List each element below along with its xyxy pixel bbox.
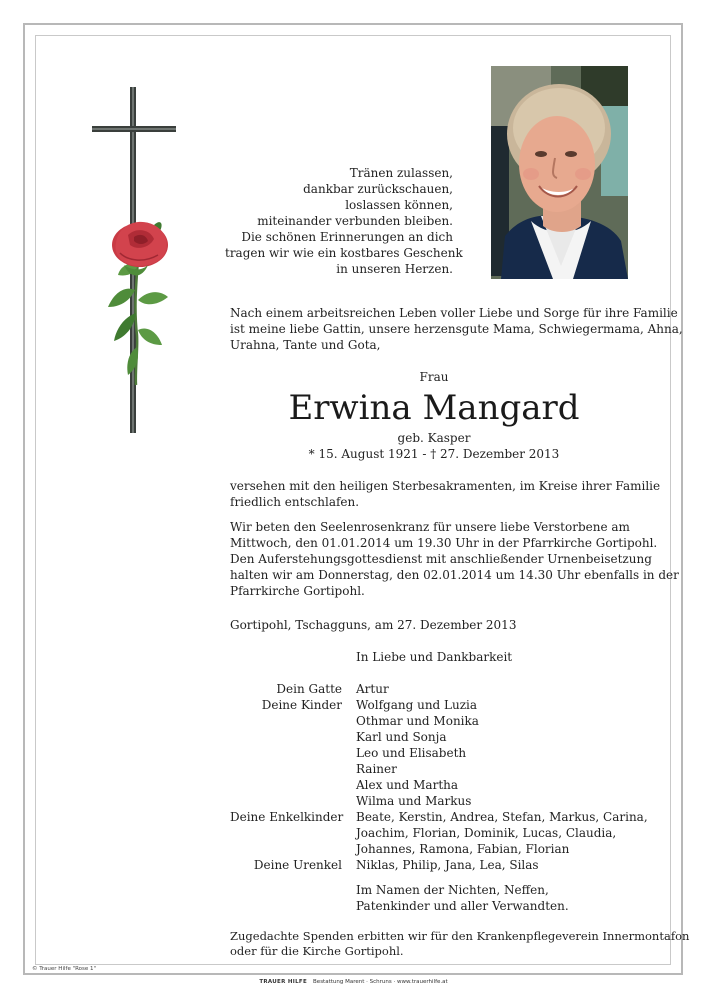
closing-line: Patenkinder und aller Verwandten. bbox=[356, 899, 569, 913]
image-credit: © Trauer Hilfe "Rose 1" bbox=[32, 966, 97, 972]
relation bbox=[230, 793, 342, 809]
poem-line: Tränen zulassen, bbox=[349, 166, 453, 180]
place-date-text: Gortipohl, Tschagguns, am 27. Dezember 2013 bbox=[230, 618, 517, 632]
service-line: halten wir am Donnerstag, den 02.01.2014 um 14.30 Uhr ebenfalls in der bbox=[230, 568, 679, 582]
service-line: Den Auferstehungsgottesdienst mit anschließender Urnenbeisetzung bbox=[230, 552, 652, 566]
footer-text: Bestattung Marent · Schruns · www.trauerhilfe.at bbox=[313, 979, 448, 985]
deceased-name: Erwina Mangard bbox=[288, 388, 580, 428]
place-date bbox=[230, 617, 640, 633]
intro-line: ist meine liebe Gattin, unsere herzensgute Mama, Schwiegermama, Ahna, bbox=[230, 322, 683, 336]
service-text bbox=[230, 519, 679, 599]
family-row bbox=[230, 857, 650, 873]
relative-names: Artur bbox=[356, 682, 389, 696]
passing-text bbox=[230, 478, 661, 510]
family-row bbox=[230, 841, 650, 857]
intro-line: Nach einem arbeitsreichen Leben voller Liebe und Sorge für ihre Familie bbox=[230, 306, 678, 320]
poem-line: Die schönen Erinnerungen an dich bbox=[241, 230, 453, 244]
relative-names: Beate, Kerstin, Andrea, Stefan, Markus, Carina, bbox=[356, 810, 648, 824]
poem-line: tragen wir wie ein kostbares Geschenk bbox=[225, 246, 463, 260]
family-row bbox=[230, 697, 650, 713]
relation bbox=[230, 713, 342, 729]
relative-names: Rainer bbox=[356, 762, 397, 776]
family-row bbox=[230, 825, 650, 841]
family-row bbox=[230, 777, 650, 793]
relation bbox=[230, 825, 342, 841]
poem-line: miteinander verbunden bleiben. bbox=[257, 214, 453, 228]
maiden-name: geb. Kasper bbox=[397, 431, 471, 445]
relative-names: Karl und Sonja bbox=[356, 730, 447, 744]
passing-line: versehen mit den heiligen Sterbesakramenten, im Kreise ihrer Familie bbox=[230, 479, 661, 493]
donation-note bbox=[230, 929, 689, 959]
love-line: In Liebe und Dankbarkeit bbox=[356, 650, 513, 664]
relative-names: Wilma und Markus bbox=[356, 794, 472, 808]
life-dates: * 15. August 1921 - † 27. Dezember 2013 bbox=[308, 447, 560, 461]
portrait-photo bbox=[491, 66, 628, 279]
relation: Dein Gatte bbox=[276, 682, 342, 696]
relative-names: Johannes, Ramona, Fabian, Florian bbox=[356, 842, 570, 856]
relative-names: Othmar und Monika bbox=[356, 714, 479, 728]
family-row bbox=[230, 681, 650, 697]
family-row bbox=[230, 713, 650, 729]
poem-line: loslassen können, bbox=[345, 198, 453, 212]
relation: Deine Enkelkinder bbox=[230, 810, 344, 824]
portrait-illustration bbox=[491, 66, 628, 279]
relation bbox=[230, 777, 342, 793]
salutation: Frau bbox=[419, 370, 449, 384]
footer bbox=[0, 979, 707, 985]
closing-text bbox=[356, 882, 569, 914]
relative-names: Leo und Elisabeth bbox=[356, 746, 467, 760]
service-line: Pfarrkirche Gortipohl. bbox=[230, 584, 365, 598]
relative-names: Alex und Martha bbox=[356, 778, 459, 792]
relation bbox=[230, 745, 342, 761]
relative-names: Niklas, Philip, Jana, Lea, Silas bbox=[356, 858, 539, 872]
family-row bbox=[230, 761, 650, 777]
relative-names: Joachim, Florian, Dominik, Lucas, Claudia, bbox=[356, 826, 617, 840]
cross-with-rose-icon bbox=[88, 85, 183, 435]
poem-line: dankbar zurückschauen, bbox=[303, 182, 453, 196]
relation: Deine Kinder bbox=[261, 698, 342, 712]
family-list bbox=[230, 681, 650, 873]
relation: Deine Urenkel bbox=[253, 858, 342, 872]
donation-line: oder für die Kirche Gortipohl. bbox=[230, 944, 404, 958]
service-line: Mittwoch, den 01.01.2014 um 19.30 Uhr in der Pfarrkirche Gortipohl. bbox=[230, 536, 658, 550]
donation-line: Zugedachte Spenden erbitten wir für den Krankenpflegeverein Innermontafon bbox=[230, 929, 690, 943]
relation bbox=[230, 841, 342, 857]
intro-line: Urahna, Tante und Gota, bbox=[230, 338, 381, 352]
poem-line: in unseren Herzen. bbox=[336, 262, 453, 276]
footer-brand: TRAUER HILFE bbox=[259, 979, 308, 985]
family-row bbox=[230, 729, 650, 745]
closing-line: Im Namen der Nichten, Neffen, bbox=[356, 883, 549, 897]
service-line: Wir beten den Seelenrosenkranz für unsere liebe Verstorbene am bbox=[230, 520, 630, 534]
passing-line: friedlich entschlafen. bbox=[230, 495, 360, 509]
family-row bbox=[230, 793, 650, 809]
relation bbox=[230, 761, 342, 777]
intro-text bbox=[230, 305, 683, 353]
relation bbox=[230, 729, 342, 745]
family-row bbox=[230, 809, 650, 825]
relative-names: Wolfgang und Luzia bbox=[356, 698, 478, 712]
poem bbox=[225, 165, 463, 277]
family-row bbox=[230, 745, 650, 761]
